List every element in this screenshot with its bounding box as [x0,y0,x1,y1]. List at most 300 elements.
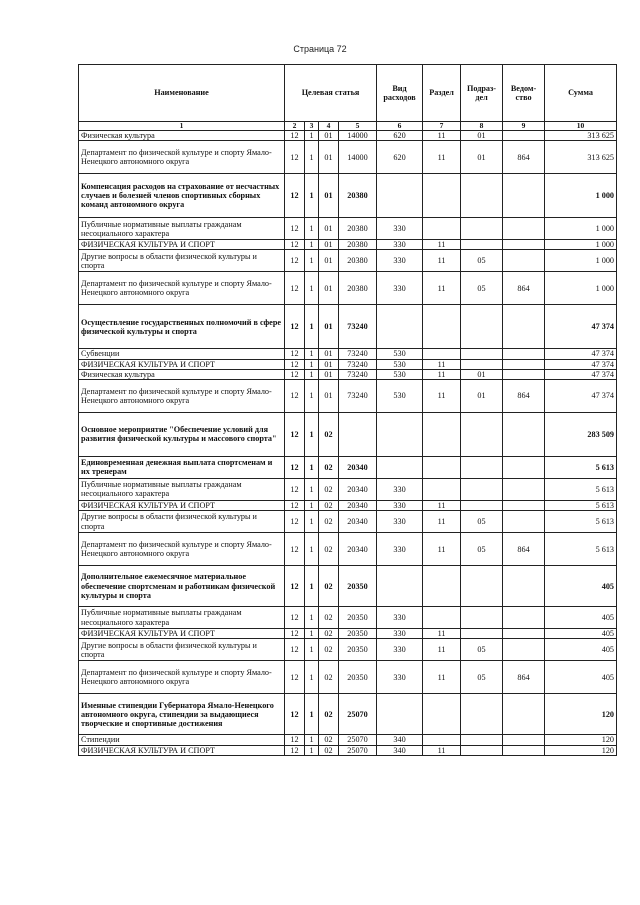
column-number: 4 [319,122,339,131]
expense-type-code: 330 [377,639,423,661]
department-code [503,694,545,735]
target-program: 12 [285,639,305,661]
section-code: 11 [423,131,461,141]
department-code: 864 [503,141,545,174]
section-code: 11 [423,745,461,755]
target-activity: 01 [319,250,339,272]
table-row [79,745,617,755]
department-code [503,305,545,349]
subsection-code: 05 [461,511,503,533]
section-code: 11 [423,379,461,412]
subsection-code: 01 [461,369,503,379]
section-code: 11 [423,272,461,305]
subsection-code [461,218,503,240]
department-code: 864 [503,379,545,412]
amount-value: 1 000 [545,218,617,240]
target-subprogram: 1 [305,694,319,735]
target-direction: 20350 [339,629,377,639]
expense-type-code: 330 [377,240,423,250]
target-subprogram: 1 [305,639,319,661]
subsection-code [461,240,503,250]
table-row [79,174,617,218]
row-name: Публичные нормативные выплаты гражданам несоциального характера [79,218,285,240]
target-direction: 14000 [339,131,377,141]
section-code: 11 [423,629,461,639]
amount-value: 5 613 [545,500,617,510]
amount-value: 405 [545,566,617,607]
target-subprogram: 1 [305,533,319,566]
department-code [503,607,545,629]
target-activity: 02 [319,500,339,510]
expense-type-code [377,694,423,735]
target-direction: 73240 [339,305,377,349]
expense-type-code: 330 [377,250,423,272]
expense-type-code [377,305,423,349]
amount-value: 5 613 [545,478,617,500]
target-direction: 20380 [339,174,377,218]
table-row [79,478,617,500]
amount-value: 313 625 [545,141,617,174]
table-row [79,349,617,359]
column-number: 6 [377,122,423,131]
department-code [503,218,545,240]
row-name: Основное мероприятие "Обеспечение условий для развития физической культуры и массового спорта" [79,412,285,456]
target-subprogram: 1 [305,566,319,607]
amount-value: 1 000 [545,174,617,218]
row-name: Субвенции [79,349,285,359]
header-target: Целевая статья [285,65,377,122]
section-code [423,412,461,456]
expense-type-code: 330 [377,533,423,566]
subsection-code [461,607,503,629]
target-program: 12 [285,240,305,250]
amount-value: 5 613 [545,511,617,533]
target-direction: 73240 [339,349,377,359]
subsection-code [461,629,503,639]
table-row [79,359,617,369]
section-code: 11 [423,500,461,510]
expense-type-code: 330 [377,218,423,240]
row-name: Осуществление государственных полномочий в сфере физической культуры и спорта [79,305,285,349]
target-subprogram: 1 [305,745,319,755]
target-program: 12 [285,745,305,755]
target-subprogram: 1 [305,131,319,141]
section-code: 11 [423,511,461,533]
target-program: 12 [285,131,305,141]
department-code [503,629,545,639]
row-name: Департамент по физической культуре и спорту Ямало-Ненецкого автономного округа [79,272,285,305]
target-activity: 01 [319,305,339,349]
target-subprogram: 1 [305,349,319,359]
row-name: Департамент по физической культуре и спорту Ямало-Ненецкого автономного округа [79,141,285,174]
expense-type-code: 530 [377,359,423,369]
expense-type-code: 330 [377,511,423,533]
row-name: Именные стипендии Губернатора Ямало-Ненецкого автономного округа, стипендии за выдающиеся творческие и спортивные достижения [79,694,285,735]
section-code [423,607,461,629]
target-program: 12 [285,500,305,510]
target-program: 12 [285,174,305,218]
subsection-code: 05 [461,533,503,566]
section-code: 11 [423,661,461,694]
target-subprogram: 1 [305,456,319,478]
department-code [503,369,545,379]
target-program: 12 [285,349,305,359]
row-name: ФИЗИЧЕСКАЯ КУЛЬТУРА И СПОРТ [79,500,285,510]
expense-type-code [377,412,423,456]
target-subprogram: 1 [305,359,319,369]
subsection-code [461,566,503,607]
section-code: 11 [423,141,461,174]
table-row [79,369,617,379]
expense-type-code: 530 [377,349,423,359]
section-code [423,478,461,500]
row-name: Дополнительное ежемесячное материальное обеспечение спортсменам и работникам физической культуры и спорта [79,566,285,607]
target-program: 12 [285,566,305,607]
row-name: Публичные нормативные выплаты гражданам несоциального характера [79,607,285,629]
row-name: Публичные нормативные выплаты гражданам несоциального характера [79,478,285,500]
expense-type-code: 620 [377,141,423,174]
amount-value: 47 374 [545,349,617,359]
amount-value: 47 374 [545,305,617,349]
row-name: Физическая культура [79,131,285,141]
department-code [503,174,545,218]
row-name: Другие вопросы в области физической культуры и спорта [79,511,285,533]
target-direction: 14000 [339,141,377,174]
row-name: Другие вопросы в области физической культуры и спорта [79,250,285,272]
target-program: 12 [285,478,305,500]
table-row [79,607,617,629]
row-name: Департамент по физической культуре и спорту Ямало-Ненецкого автономного округа [79,379,285,412]
target-activity: 01 [319,141,339,174]
target-subprogram: 1 [305,250,319,272]
target-subprogram: 1 [305,607,319,629]
expense-type-code: 340 [377,745,423,755]
column-number: 5 [339,122,377,131]
target-activity: 02 [319,694,339,735]
section-code [423,218,461,240]
target-activity: 01 [319,369,339,379]
table-row [79,500,617,510]
subsection-code: 05 [461,661,503,694]
target-subprogram: 1 [305,141,319,174]
target-direction: 20340 [339,500,377,510]
amount-value: 405 [545,629,617,639]
target-subprogram: 1 [305,272,319,305]
column-number: 1 [79,122,285,131]
target-direction: 20380 [339,272,377,305]
target-direction: 20350 [339,639,377,661]
column-number: 3 [305,122,319,131]
target-activity: 02 [319,735,339,745]
target-activity: 02 [319,533,339,566]
target-subprogram: 1 [305,629,319,639]
target-direction: 20380 [339,250,377,272]
expense-type-code: 620 [377,131,423,141]
target-activity: 01 [319,349,339,359]
expense-type-code: 530 [377,369,423,379]
table-row [79,379,617,412]
target-activity: 02 [319,661,339,694]
expense-type-code [377,174,423,218]
target-subprogram: 1 [305,412,319,456]
table-row [79,272,617,305]
subsection-code: 05 [461,250,503,272]
table-row [79,218,617,240]
target-subprogram: 1 [305,305,319,349]
table-row [79,533,617,566]
target-program: 12 [285,369,305,379]
amount-value: 313 625 [545,131,617,141]
target-program: 12 [285,218,305,240]
table-row [79,131,617,141]
row-name: ФИЗИЧЕСКАЯ КУЛЬТУРА И СПОРТ [79,240,285,250]
table-row [79,639,617,661]
section-code [423,174,461,218]
target-direction: 20340 [339,478,377,500]
target-activity: 01 [319,379,339,412]
section-code: 11 [423,639,461,661]
table-row [79,305,617,349]
department-code [503,349,545,359]
target-subprogram: 1 [305,661,319,694]
target-direction: 25070 [339,745,377,755]
target-activity: 02 [319,456,339,478]
target-activity: 02 [319,629,339,639]
expense-type-code [377,456,423,478]
target-subprogram: 1 [305,735,319,745]
target-program: 12 [285,511,305,533]
column-number: 9 [503,122,545,131]
target-activity: 02 [319,566,339,607]
table-row [79,412,617,456]
target-activity: 01 [319,174,339,218]
row-name: Стипендии [79,735,285,745]
department-code [503,511,545,533]
target-direction: 25070 [339,694,377,735]
header-expense-type: Вид расходов [377,65,423,122]
row-name: ФИЗИЧЕСКАЯ КУЛЬТУРА И СПОРТ [79,745,285,755]
column-number: 2 [285,122,305,131]
expense-type-code: 330 [377,500,423,510]
target-direction: 73240 [339,369,377,379]
target-program: 12 [285,661,305,694]
target-program: 12 [285,359,305,369]
target-activity: 02 [319,511,339,533]
table-row [79,511,617,533]
amount-value: 120 [545,694,617,735]
subsection-code: 01 [461,131,503,141]
subsection-code: 01 [461,379,503,412]
target-activity: 02 [319,745,339,755]
subsection-code [461,694,503,735]
expense-type-code: 340 [377,735,423,745]
target-program: 12 [285,694,305,735]
header-name: Наименование [79,65,285,122]
target-subprogram: 1 [305,218,319,240]
target-subprogram: 1 [305,240,319,250]
target-direction: 20350 [339,607,377,629]
column-number: 7 [423,122,461,131]
target-program: 12 [285,412,305,456]
subsection-code [461,456,503,478]
amount-value: 405 [545,607,617,629]
target-direction: 25070 [339,735,377,745]
amount-value: 1 000 [545,272,617,305]
header-subsection: Подраз-дел [461,65,503,122]
department-code: 864 [503,533,545,566]
target-program: 12 [285,456,305,478]
section-code [423,694,461,735]
subsection-code [461,500,503,510]
amount-value: 405 [545,661,617,694]
row-name: Департамент по физической культуре и спорту Ямало-Ненецкого автономного округа [79,533,285,566]
section-code [423,349,461,359]
target-activity: 02 [319,639,339,661]
table-row [79,661,617,694]
expense-type-code: 330 [377,272,423,305]
target-program: 12 [285,379,305,412]
row-name: Компенсация расходов на страхование от несчастных случаев и болезней членов спортивных сборных команд автономного округа [79,174,285,218]
budget-table [78,64,617,756]
expense-type-code [377,566,423,607]
target-direction: 20340 [339,533,377,566]
page-number: Страница 72 [293,44,347,54]
subsection-code: 05 [461,272,503,305]
expense-type-code: 530 [377,379,423,412]
department-code [503,735,545,745]
target-direction: 73240 [339,359,377,369]
amount-value: 47 374 [545,359,617,369]
target-program: 12 [285,272,305,305]
column-number: 10 [545,122,617,131]
section-code: 11 [423,359,461,369]
section-code [423,456,461,478]
table-row [79,456,617,478]
department-code [503,240,545,250]
table-row [79,566,617,607]
amount-value: 47 374 [545,379,617,412]
department-code [503,359,545,369]
department-code [503,639,545,661]
target-program: 12 [285,533,305,566]
subsection-code [461,735,503,745]
section-code: 11 [423,533,461,566]
table-row [79,250,617,272]
section-code [423,305,461,349]
amount-value: 47 374 [545,369,617,379]
department-code [503,500,545,510]
expense-type-code: 330 [377,478,423,500]
target-activity: 01 [319,240,339,250]
amount-value: 5 613 [545,533,617,566]
subsection-code [461,745,503,755]
target-direction: 20350 [339,566,377,607]
department-code [503,566,545,607]
expense-type-code: 330 [377,661,423,694]
department-code: 864 [503,272,545,305]
department-code [503,250,545,272]
target-subprogram: 1 [305,478,319,500]
target-program: 12 [285,607,305,629]
target-activity: 01 [319,131,339,141]
amount-value: 283 509 [545,412,617,456]
section-code: 11 [423,240,461,250]
target-direction: 20340 [339,511,377,533]
target-direction: 20380 [339,240,377,250]
subsection-code [461,349,503,359]
target-activity: 01 [319,272,339,305]
amount-value: 1 000 [545,250,617,272]
row-name: ФИЗИЧЕСКАЯ КУЛЬТУРА И СПОРТ [79,359,285,369]
target-activity: 02 [319,607,339,629]
subsection-code [461,174,503,218]
table-row [79,735,617,745]
section-code [423,735,461,745]
amount-value: 120 [545,735,617,745]
target-subprogram: 1 [305,500,319,510]
target-direction: 20350 [339,661,377,694]
expense-type-code: 330 [377,607,423,629]
subsection-code: 05 [461,639,503,661]
target-program: 12 [285,141,305,174]
department-code [503,131,545,141]
expense-type-code: 330 [377,629,423,639]
column-number: 8 [461,122,503,131]
target-program: 12 [285,735,305,745]
subsection-code [461,359,503,369]
target-direction [339,412,377,456]
table-row [79,240,617,250]
subsection-code [461,412,503,456]
target-program: 12 [285,629,305,639]
department-code [503,478,545,500]
target-program: 12 [285,250,305,272]
section-code [423,566,461,607]
department-code [503,456,545,478]
header-section: Раздел [423,65,461,122]
amount-value: 120 [545,745,617,755]
row-name: ФИЗИЧЕСКАЯ КУЛЬТУРА И СПОРТ [79,629,285,639]
target-activity: 02 [319,412,339,456]
table-row [79,141,617,174]
target-direction: 73240 [339,379,377,412]
row-name: Физическая культура [79,369,285,379]
target-activity: 02 [319,478,339,500]
subsection-code [461,305,503,349]
target-subprogram: 1 [305,511,319,533]
target-activity: 01 [319,359,339,369]
section-code: 11 [423,369,461,379]
target-direction: 20340 [339,456,377,478]
row-name: Департамент по физической культуре и спорту Ямало-Ненецкого автономного округа [79,661,285,694]
target-direction: 20380 [339,218,377,240]
table-row [79,629,617,639]
subsection-code: 01 [461,141,503,174]
amount-value: 1 000 [545,240,617,250]
subsection-code [461,478,503,500]
row-name: Другие вопросы в области физической культуры и спорта [79,639,285,661]
header-amount: Сумма [545,65,617,122]
department-code [503,412,545,456]
department-code: 864 [503,661,545,694]
target-activity: 01 [319,218,339,240]
target-program: 12 [285,305,305,349]
column-number-row [79,122,617,131]
target-subprogram: 1 [305,379,319,412]
target-subprogram: 1 [305,174,319,218]
header-department: Ведом-ство [503,65,545,122]
target-subprogram: 1 [305,369,319,379]
